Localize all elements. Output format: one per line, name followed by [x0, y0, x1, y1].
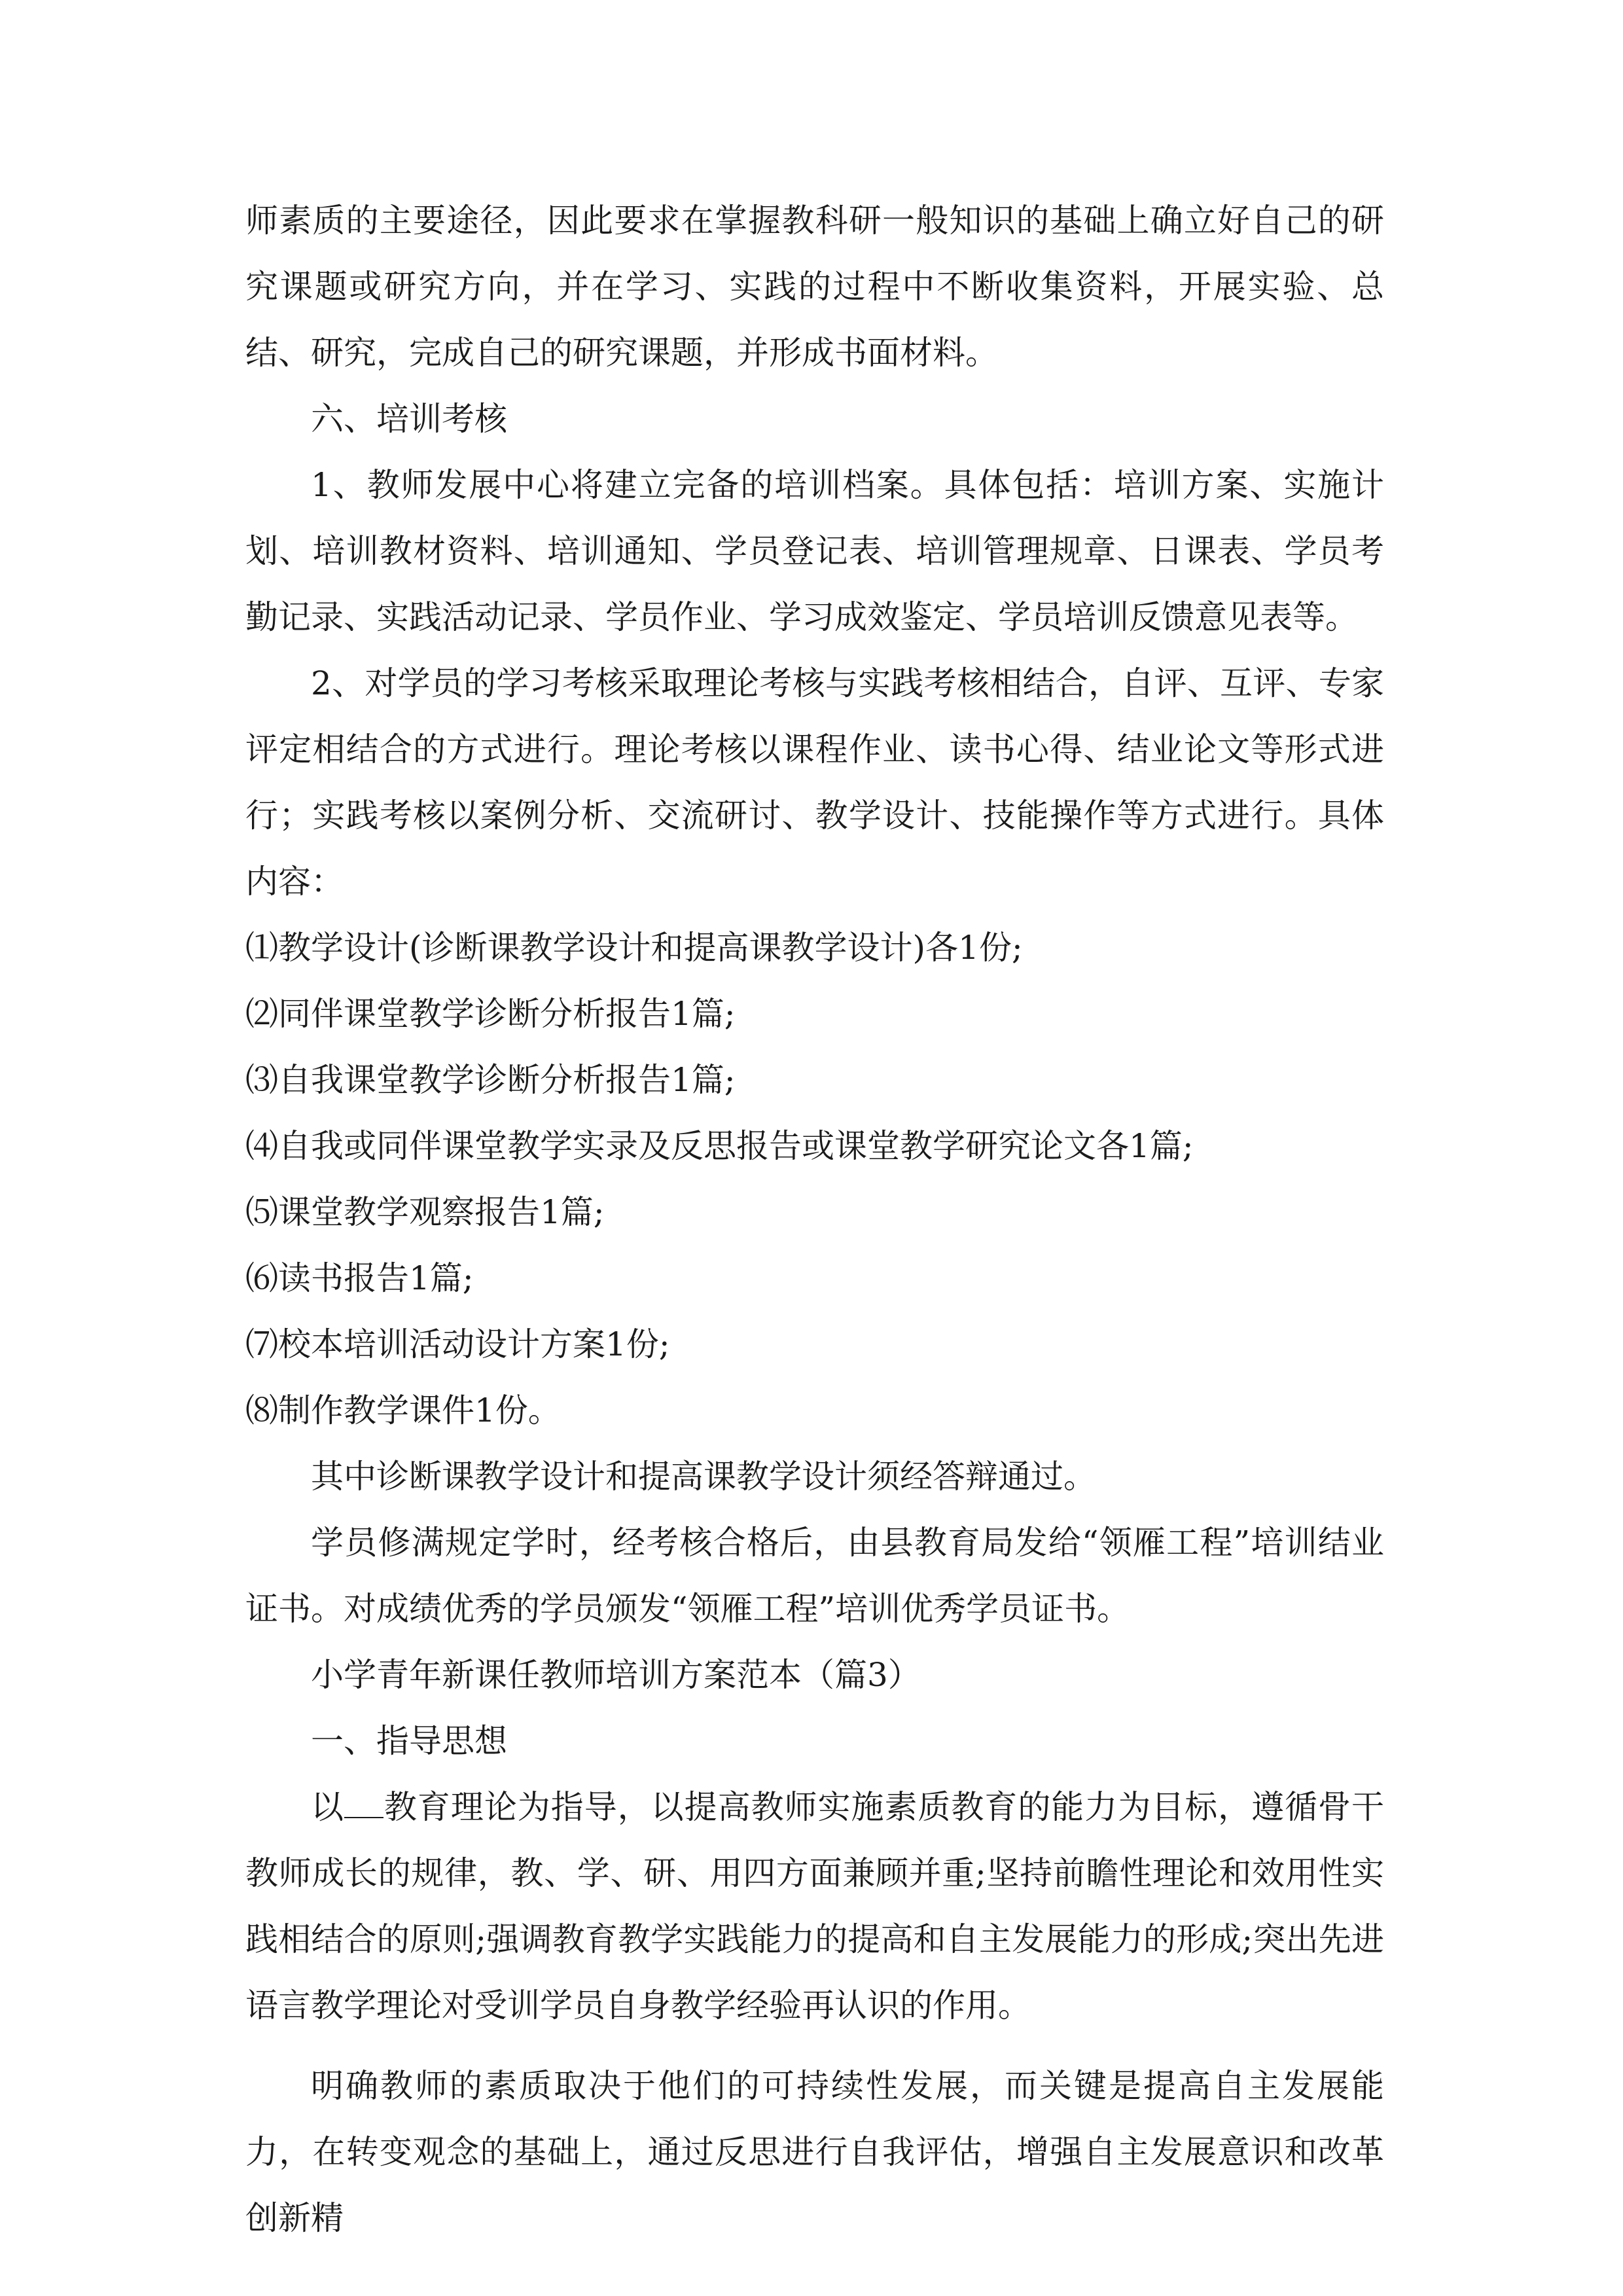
section-heading-training-assessment: 六、培训考核: [311, 400, 507, 438]
list-item: ⑺校本培训活动设计方案1份;: [245, 1325, 670, 1363]
guiding-text: 教育理论为指导，以提高教师实施素质教育的能力为目标，遵循骨干教师成长的规律，教、学、研、用四方面兼顾并重;坚持前瞻性理论和效用性实践相结合的原则;强调教育教学实践能力的提高和自主发展能力的形成;突出先进语言教学理论对受训学员自身教学经验再认识的作用。: [245, 1788, 1384, 2024]
paragraph-certificate: 学员修满规定学时，经考核合格后，由县教育局发给“领雁工程”培训结业证书。对成绩优秀的学员颁发“领雁工程”培训优秀学员证书。: [245, 1524, 1384, 1628]
paragraph-teacher-quality: 明确教师的素质取决于他们的可持续性发展，而关键是提高自主发展能力，在转变观念的基础上，通过反思进行自我评估，增强自主发展意识和改革创新精: [245, 2067, 1384, 2237]
paragraph-training-archive: 1、教师发展中心将建立完备的培训档案。具体包括：培训方案、实施计划、培训教材资料、培训通知、学员登记表、培训管理规章、日课表、学员考勤记录、实践活动记录、学员作业、学习成效鉴定、学员培训反馈意见表等。: [245, 466, 1384, 636]
paragraph-assessment-method: 2、对学员的学习考核采取理论考核与实践考核相结合，自评、互评、专家评定相结合的方式进行。理论考核以课程作业、读书心得、结业论文等形式进行；实践考核以案例分析、交流研讨、教学设计、技能操作等方式进行。具体内容：: [245, 664, 1384, 901]
list-item: ⑵同伴课堂教学诊断分析报告1篇;: [245, 995, 736, 1033]
document-body: [245, 188, 1384, 2251]
guiding-prefix: 以: [311, 1788, 344, 1826]
fill-in-blank: [344, 1817, 383, 1818]
list-item: ⑻制作教学课件1份。: [245, 1391, 561, 1429]
section-title-part3: 小学青年新课任教师培训方案范本（篇3）: [311, 1656, 921, 1694]
list-item: ⑹读书报告1篇;: [245, 1259, 474, 1297]
paragraph-guiding-ideology: [245, 1774, 1384, 2039]
list-item: ⑶自我课堂教学诊断分析报告1篇;: [245, 1061, 736, 1099]
list-item: ⑸课堂教学观察报告1篇;: [245, 1193, 605, 1231]
section-heading-guiding-ideology: 一、指导思想: [311, 1722, 507, 1760]
list-item: ⑴教学设计(诊断课教学设计和提高课教学设计)各1份;: [245, 929, 1023, 967]
paragraph-continuation: 师素质的主要途径，因此要求在掌握教科研一般知识的基础上确立好自己的研究课题或研究方向，并在学习、实践的过程中不断收集资料，开展实验、总结、研究，完成自己的研究课题，并形成书面材料。: [245, 202, 1384, 372]
list-item: ⑷自我或同伴课堂教学实录及反思报告或课堂教学研究论文各1篇;: [245, 1127, 1194, 1165]
paragraph-defense-note: 其中诊断课教学设计和提高课教学设计须经答辩通过。: [311, 1458, 1096, 1496]
